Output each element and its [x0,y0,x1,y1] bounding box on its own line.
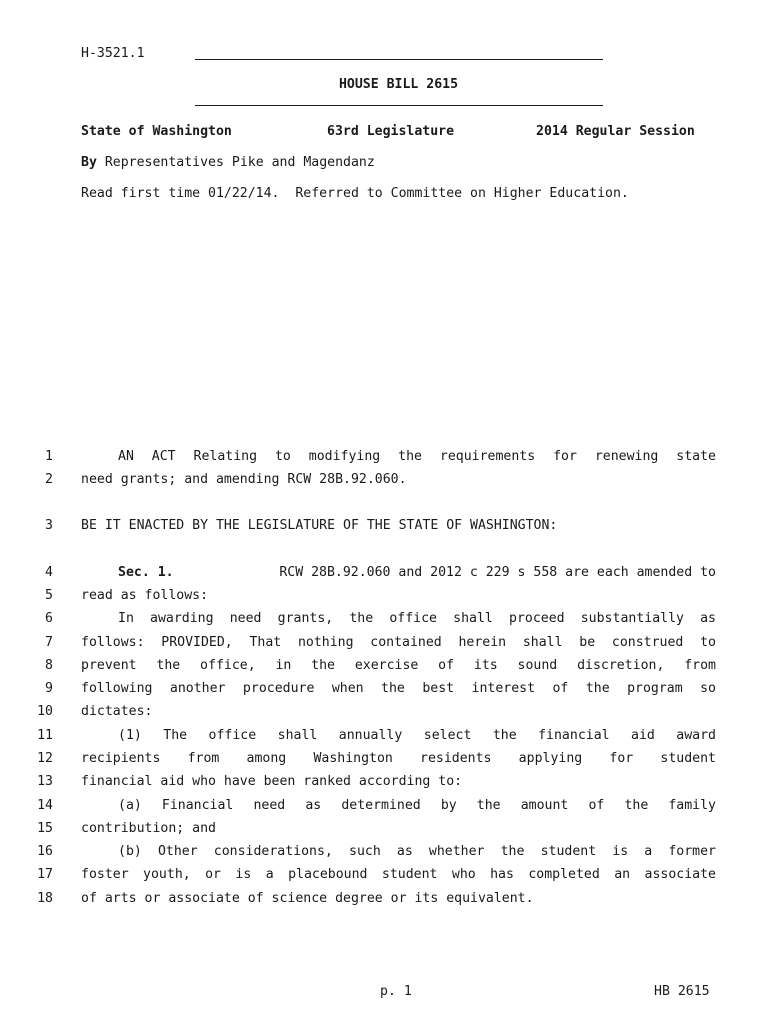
line-number: 4 [45,565,53,580]
body-line: (1) The office shall annually select the financial aid award [118,728,716,743]
legislature-label: 63rd Legislature [327,124,455,139]
line-number: 11 [37,728,53,743]
document-id: H-3521.1 [81,46,145,61]
body-line: dictates: [81,704,153,719]
line-number: 17 [37,867,53,882]
section-amend-text: RCW 28B.92.060 and 2012 c 229 s 558 are each amended to [279,565,716,580]
line-number: 2 [45,472,53,487]
sponsor-line [81,155,375,171]
body-line: contribution; and [81,821,216,836]
body-line: In awarding need grants, the office shall proceed substantially as [118,611,716,626]
body-line: recipients from among Washington residents applying for student [81,751,716,766]
by-label: By [81,155,97,170]
footer-bill-ref: HB 2615 [654,984,710,999]
line-number: 8 [45,658,53,673]
line-number: 12 [37,751,53,766]
body-line: of arts or associate of science degree or its equivalent. [81,891,534,906]
body-line: follows: PROVIDED, That nothing contained herein shall be construed to [81,635,716,650]
body-line: (b) Other considerations, such as whether the student is a former [118,844,716,859]
body-line: prevent the office, in the exercise of its sound discretion, from [81,658,716,673]
body-line: (a) Financial need as determined by the amount of the family [118,798,716,813]
line-number: 1 [45,449,53,464]
sponsors: Representatives Pike and Magendanz [104,155,375,170]
line-number: 13 [37,774,53,789]
line-number: 5 [45,588,53,603]
line-number: 15 [37,821,53,836]
header-rule-bottom [195,105,603,106]
state-label: State of Washington [81,124,232,139]
bill-title: HOUSE BILL 2615 [338,77,459,92]
line-number: 6 [45,611,53,626]
line-number: 18 [37,891,53,906]
body-line: financial aid who have been ranked according to: [81,774,463,789]
line-number: 3 [45,518,53,533]
body-line: foster youth, or is a placebound student who has completed an associate [81,867,716,882]
header-rule-top [195,59,603,60]
body-line: read as follows: [81,588,209,603]
body-line: need grants; and amending RCW 28B.92.060. [81,472,407,487]
section-label: Sec. 1. [118,565,174,580]
line-number: 9 [45,681,53,696]
line-number: 7 [45,635,53,650]
body-line: following another procedure when the best interest of the program so [81,681,716,696]
page-number: p. 1 [380,984,412,999]
enacting-clause: BE IT ENACTED BY THE LEGISLATURE OF THE STATE OF WASHINGTON: [81,518,558,533]
line-number: 10 [37,704,53,719]
line-number: 14 [37,798,53,813]
read-first-time: Read first time 01/22/14. Referred to Committee on Higher Education. [81,186,629,201]
line-number: 16 [37,844,53,859]
body-line: AN ACT Relating to modifying the requirements for renewing state [118,449,716,464]
section-heading-line [118,565,716,581]
session-label: 2014 Regular Session [536,124,695,139]
